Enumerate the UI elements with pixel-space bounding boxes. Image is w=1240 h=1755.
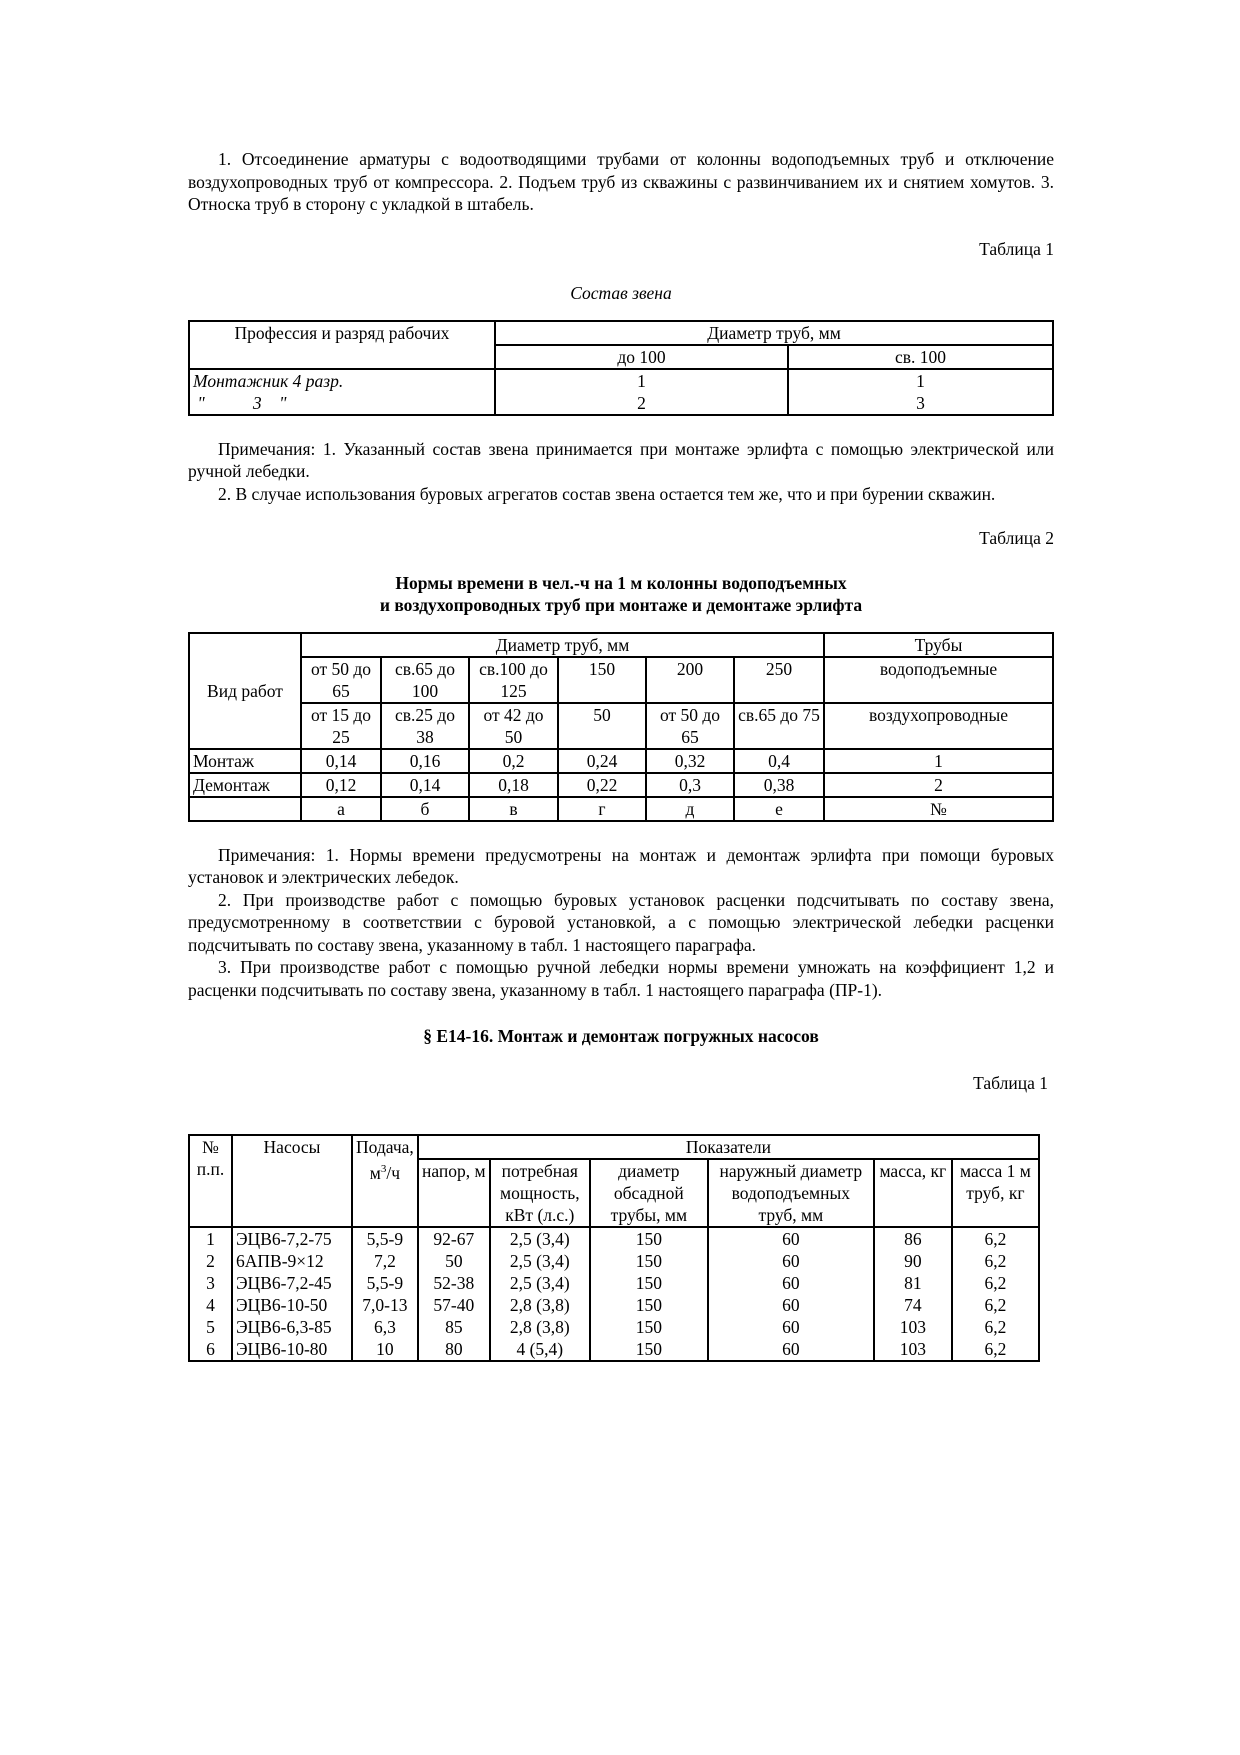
cell-power: 2,5 (3,4) — [490, 1227, 590, 1250]
cell-num: 5 — [189, 1316, 232, 1338]
cell-casing: 150 — [590, 1272, 708, 1294]
row-name: Монтажник 4 разр. — [189, 369, 495, 392]
cell-pump: ЭЦВ6-6,3-85 — [232, 1316, 352, 1338]
cell-casing: 150 — [590, 1338, 708, 1361]
cell-mass1m: 6,2 — [952, 1272, 1039, 1294]
cell-power: 2,5 (3,4) — [490, 1250, 590, 1272]
diameter-cell: от 42 до 50 — [469, 703, 558, 749]
diameter-cell: от 50 до 65 — [646, 703, 734, 749]
cell-mass1m: 6,2 — [952, 1227, 1039, 1250]
table-row — [189, 749, 1053, 773]
header-diameter: Диаметр труб, мм — [301, 633, 824, 657]
note: Примечания: 1. Нормы времени предусмотрены на монтаж и демонтаж эрлифта при помощи буровых установок и электрических лебедок. — [188, 844, 1054, 887]
diameter-cell: св.65 до 75 — [734, 703, 824, 749]
cell-num: 4 — [189, 1294, 232, 1316]
row-number: 1 — [824, 749, 1053, 773]
feed-unit: /ч — [386, 1162, 401, 1183]
cell-mass: 86 — [874, 1227, 952, 1250]
row-name: Монтаж — [189, 749, 301, 773]
cell-value: 2 — [495, 392, 788, 415]
time-norms-table — [188, 632, 1054, 822]
cell-mass: 90 — [874, 1250, 952, 1272]
cell-casing: 150 — [590, 1227, 708, 1250]
row-name: Демонтаж — [189, 773, 301, 797]
cell-casing: 150 — [590, 1316, 708, 1338]
cell-value: 0,22 — [558, 773, 646, 797]
cell-value: 0,18 — [469, 773, 558, 797]
air-pipes-label: воздухопроводные — [824, 703, 1053, 749]
table2-title-line2: и воздухопроводных труб при монтаже и демонтаже эрлифта — [379, 595, 863, 615]
letters-row — [189, 797, 1053, 821]
header-profession: Профессия и разряд рабочих — [189, 321, 495, 369]
table-row — [189, 1250, 1039, 1272]
cell-feed: 7,2 — [352, 1250, 418, 1272]
cell-head: 85 — [418, 1316, 490, 1338]
column-letter: д — [646, 797, 734, 821]
table-row — [189, 1272, 1039, 1294]
cell-outer: 60 — [708, 1338, 874, 1361]
number-sign: № — [824, 797, 1053, 821]
cell-power: 4 (5,4) — [490, 1338, 590, 1361]
cell-head: 57-40 — [418, 1294, 490, 1316]
cell-pump: ЭЦВ6-7,2-45 — [232, 1272, 352, 1294]
cell-pump: ЭЦВ6-7,2-75 — [232, 1227, 352, 1250]
cell-outer: 60 — [708, 1272, 874, 1294]
cell-feed: 5,5-9 — [352, 1272, 418, 1294]
column-letter: е — [734, 797, 824, 821]
cell-value: 0,16 — [381, 749, 469, 773]
table-row — [189, 1316, 1039, 1338]
header-feed — [352, 1135, 418, 1227]
header-diameter: Диаметр труб, мм — [495, 321, 1053, 345]
header-num: № п.п. — [189, 1135, 232, 1227]
header-to100: до 100 — [495, 345, 788, 369]
cell-value: 1 — [495, 369, 788, 392]
table1-label: Таблица 1 — [979, 238, 1054, 259]
table-row — [189, 392, 1053, 415]
cell-outer: 60 — [708, 1250, 874, 1272]
diameter-cell: 50 — [558, 703, 646, 749]
header-mass1m: масса 1 м труб, кг — [952, 1159, 1039, 1227]
cell-value: 0,12 — [301, 773, 381, 797]
cell-mass: 103 — [874, 1338, 952, 1361]
header-indicators: Показатели — [418, 1135, 1039, 1159]
cell-mass1m: 6,2 — [952, 1316, 1039, 1338]
cell-mass1m: 6,2 — [952, 1338, 1039, 1361]
cell-casing: 150 — [590, 1294, 708, 1316]
cell-mass: 81 — [874, 1272, 952, 1294]
cell-num: 3 — [189, 1272, 232, 1294]
cell-num: 1 — [189, 1227, 232, 1250]
diameter-cell: св.65 до 100 — [381, 657, 469, 703]
cell-head: 52-38 — [418, 1272, 490, 1294]
cell-value: 1 — [788, 369, 1053, 392]
note: 3. При производстве работ с помощью ручной лебедки нормы времени умножать на коэффициент 1,2 и расценки подсчитывать по составу звена, указанному в табл. 1 настоящего параграфа (ПР-1). — [188, 957, 1054, 1000]
section-title: § Е14-16. Монтаж и демонтаж погружных насосов — [423, 1026, 819, 1046]
cell-num: 6 — [189, 1338, 232, 1361]
cell-mass1m: 6,2 — [952, 1294, 1039, 1316]
diameter-cell: 150 — [558, 657, 646, 703]
table-row — [189, 1294, 1039, 1316]
diameter-cell: св.100 до 125 — [469, 657, 558, 703]
column-letter: в — [469, 797, 558, 821]
cell-outer: 60 — [708, 1227, 874, 1250]
column-letter: б — [381, 797, 469, 821]
cell-value: 3 — [788, 392, 1053, 415]
cell-feed: 10 — [352, 1338, 418, 1361]
cell-feed: 6,3 — [352, 1316, 418, 1338]
notes-2 — [188, 844, 1054, 1002]
cell-head: 92-67 — [418, 1227, 490, 1250]
table-row — [189, 1338, 1039, 1361]
note: 2. При производстве работ с помощью буровых установок расценки подсчитывать по составу звена, предусмотренному в соответствии с буровой установкой, а с помощью электрической лебедки расценки подсчитывать по составу звена, указанному в табл. 1 настоящего параграфа. — [188, 889, 1054, 955]
cell-value: 0,3 — [646, 773, 734, 797]
cell-power: 2,8 (3,8) — [490, 1294, 590, 1316]
cell-outer: 60 — [708, 1316, 874, 1338]
cell-value: 0,32 — [646, 749, 734, 773]
cell-pump: ЭЦВ6-10-50 — [232, 1294, 352, 1316]
header-head: напор, м — [418, 1159, 490, 1227]
cell-outer: 60 — [708, 1294, 874, 1316]
cell-value: 0,14 — [381, 773, 469, 797]
empty-cell — [189, 797, 301, 821]
crew-table — [188, 320, 1054, 416]
diameter-cell: св.25 до 38 — [381, 703, 469, 749]
pumps-table — [188, 1134, 1040, 1362]
diameter-cell: от 50 до 65 — [301, 657, 381, 703]
note: Примечания: 1. Указанный состав звена принимается при монтаже эрлифта с помощью электрической или ручной лебедки. — [188, 438, 1054, 481]
notes-1 — [188, 438, 1054, 506]
feed-superscript: 3 — [380, 1163, 387, 1175]
column-letter: а — [301, 797, 381, 821]
header-pipes: Трубы — [824, 633, 1053, 657]
table1-caption: Состав звена — [570, 283, 672, 303]
table-row — [189, 1227, 1039, 1250]
header-work: Вид работ — [189, 633, 301, 749]
feed-label: Подача, м — [356, 1137, 414, 1183]
diameter-cell: 200 — [646, 657, 734, 703]
row-name: " 3 " — [189, 392, 495, 415]
cell-power: 2,8 (3,8) — [490, 1316, 590, 1338]
cell-power: 2,5 (3,4) — [490, 1272, 590, 1294]
cell-value: 0,38 — [734, 773, 824, 797]
header-over100: св. 100 — [788, 345, 1053, 369]
column-letter: г — [558, 797, 646, 821]
cell-mass1m: 6,2 — [952, 1250, 1039, 1272]
cell-value: 0,24 — [558, 749, 646, 773]
document-page — [188, 148, 1054, 1362]
diameter-cell: 250 — [734, 657, 824, 703]
header-pumps: Насосы — [232, 1135, 352, 1227]
header-power: потребная мощность, кВт (л.с.) — [490, 1159, 590, 1227]
intro-paragraph: 1. Отсоединение арматуры с водоотводящими трубами от колонны водоподъемных труб и отключение воздухопроводных труб от компрессора. 2. Подъем труб из скважины с развинчиванием их и снятием хомутов. 3. Относка труб в сторону с укладкой в штабель. — [188, 149, 1054, 214]
header-casing: диаметр обсадной трубы, мм — [590, 1159, 708, 1227]
cell-value: 0,14 — [301, 749, 381, 773]
cell-value: 0,2 — [469, 749, 558, 773]
note: 2. В случае использования буровых агрегатов состав звена остается тем же, что и при бурении скважин. — [218, 483, 996, 504]
cell-casing: 150 — [590, 1250, 708, 1272]
cell-head: 80 — [418, 1338, 490, 1361]
cell-num: 2 — [189, 1250, 232, 1272]
cell-mass: 103 — [874, 1316, 952, 1338]
cell-mass: 74 — [874, 1294, 952, 1316]
diameter-cell: от 15 до 25 — [301, 703, 381, 749]
table2-label: Таблица 2 — [979, 528, 1054, 548]
row-number: 2 — [824, 773, 1053, 797]
cell-feed: 7,0-13 — [352, 1294, 418, 1316]
cell-feed: 5,5-9 — [352, 1227, 418, 1250]
header-mass: масса, кг — [874, 1159, 952, 1227]
header-outer: наружный диаметр водоподъемных труб, мм — [708, 1159, 874, 1227]
cell-pump: 6АПВ-9×12 — [232, 1250, 352, 1272]
cell-value: 0,4 — [734, 749, 824, 773]
cell-head: 50 — [418, 1250, 490, 1272]
table2-title-line1: Нормы времени в чел.-ч на 1 м колонны водоподъемных — [395, 572, 847, 593]
water-pipes-label: водоподъемные — [824, 657, 1053, 703]
table-row — [189, 369, 1053, 392]
table3-label: Таблица 1 — [973, 1072, 1048, 1093]
cell-pump: ЭЦВ6-10-80 — [232, 1338, 352, 1361]
table-row — [189, 773, 1053, 797]
